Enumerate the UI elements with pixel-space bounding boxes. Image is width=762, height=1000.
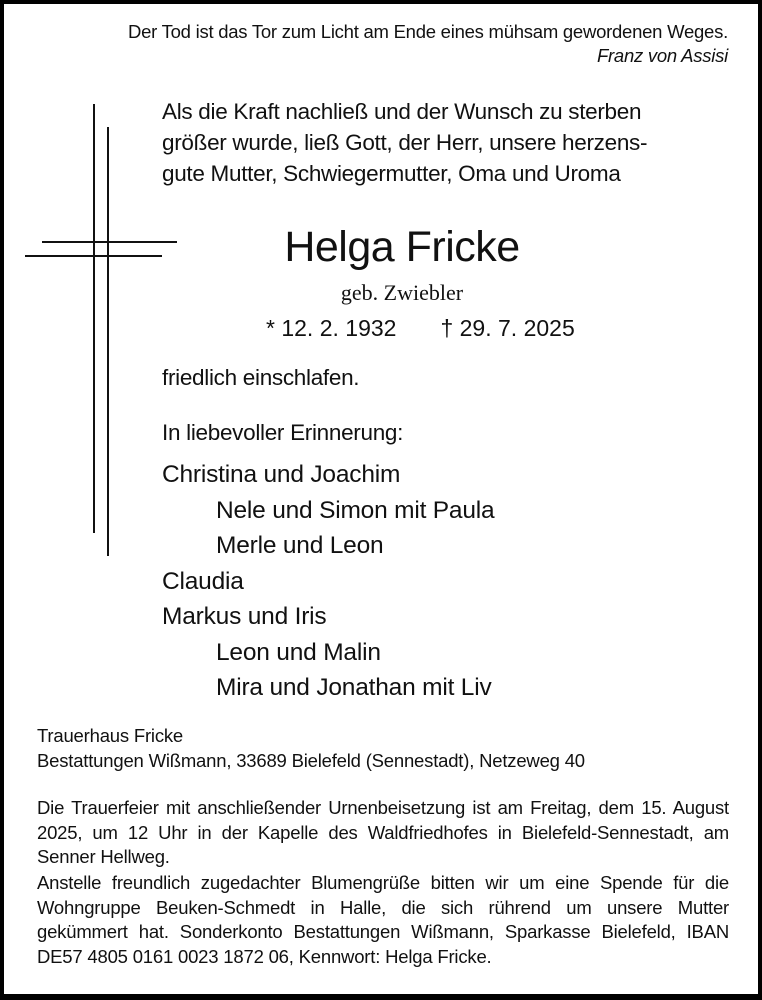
birth-date: * 12. 2. 1932 xyxy=(266,315,397,341)
cross-horizontal-lower xyxy=(25,255,162,257)
mourner-entry: Mira und Jonathan mit Liv xyxy=(216,674,492,701)
maiden-name: geb. Zwiebler xyxy=(340,280,464,305)
mourner-entry: Nele und Simon mit Paula xyxy=(216,496,495,524)
mourner-entry: Christina und Joachim xyxy=(162,461,401,488)
obituary-notice xyxy=(4,4,758,994)
life-dates xyxy=(266,313,575,343)
motto-author: Franz von Assisi xyxy=(596,45,728,66)
mourner-entry: Merle und Leon xyxy=(216,532,384,559)
house-address: Bestattungen Wißmann, 33689 Bielefeld (Sennestadt), Netzeweg 40 xyxy=(37,749,585,771)
closing-text: friedlich einschlafen. xyxy=(162,365,360,390)
motto-quote-block xyxy=(128,20,728,68)
motto-quote: Der Tod ist das Tor zum Licht am Ende eines mühsam gewordenen Weges. xyxy=(128,21,728,42)
funeral-house-info xyxy=(37,724,585,773)
ceremony-info: Die Trauerfeier mit anschließender Urnenbeisetzung ist am Freitag, dem 15. August 2025, um 12 Uhr in der Kapelle des Waldfriedhofes in Bielefeld-Sennestadt, am Senner Hellweg. xyxy=(37,797,729,867)
house-name: Trauerhaus Fricke xyxy=(37,725,184,746)
remembrance-heading: In liebevoller Erinnerung: xyxy=(162,420,404,445)
intro-line: Als die Kraft nachließ und der Wunsch zu sterben xyxy=(162,99,642,124)
intro-text xyxy=(162,96,647,189)
intro-line: größer wurde, ließ Gott, der Herr, unsere herzens- xyxy=(162,130,648,155)
cross-vertical-left xyxy=(93,104,95,533)
mourner-entry: Markus und Iris xyxy=(162,603,327,630)
death-date: † 29. 7. 2025 xyxy=(440,315,575,341)
donation-info: Anstelle freundlich zugedachter Blumengrüße bitten wir um eine Spende für die Wohngruppe Beuken-Schmedt in Halle, die sich rührend um unsere Mutter gekümmert hat. Sonderkonto Bestattungen Wißmann, Sparkasse Bielefeld, IBAN DE57 4805 0161 0023 1872 06, Kennwort: Helga Fricke. xyxy=(37,872,729,967)
deceased-name: Helga Fricke xyxy=(284,223,520,271)
mourner-entry: Claudia xyxy=(162,567,244,595)
intro-line: gute Mutter, Schwiegermutter, Oma und Uroma xyxy=(162,161,621,186)
mourner-entry: Leon und Malin xyxy=(216,638,381,666)
cross-vertical-right xyxy=(107,127,109,556)
cross-horizontal-upper xyxy=(42,241,177,243)
mourners-list xyxy=(162,457,494,706)
